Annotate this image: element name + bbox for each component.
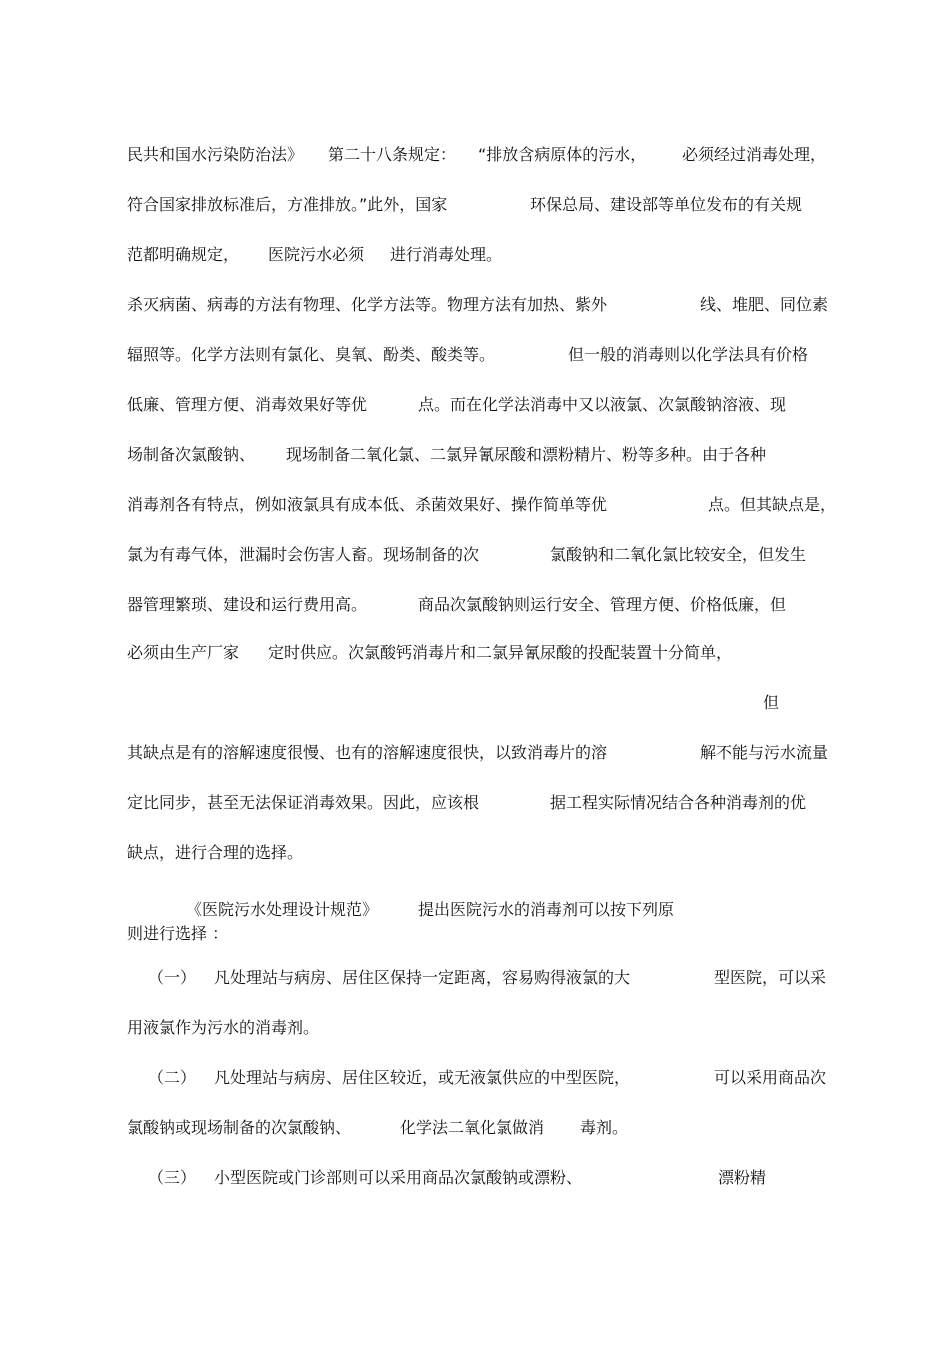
text-line [0,1166,950,1190]
text-segment: 定时供应。次氯酸钙消毒片和二氯异氰尿酸的投配装置十分简单， [268,643,733,662]
text-line [0,1116,950,1140]
text-segment: 可以采用商品次 [714,1068,827,1087]
text-segment: 化学法二氧化氯做消 [400,1118,545,1137]
text-segment: 辐照等。化学方法则有氯化、臭氧、酚类、酸类等。 [127,345,496,364]
text-line [0,922,950,946]
text-segment: 点。而在化学法消毒中又以液氯、次氯酸钠溶液、现 [418,395,787,414]
text-line [0,343,950,367]
text-segment: 必须由生产厂家 [127,643,240,662]
text-line [0,143,950,167]
text-segment: （二） [148,1068,197,1087]
text-segment: 符合国家排放标准后，方准排放。”此外，国家 [127,195,448,214]
text-line [0,1016,950,1040]
text-segment: 用液氯作为污水的消毒剂。 [127,1018,320,1037]
text-segment: 毒剂。 [580,1118,629,1137]
text-segment: 医院污水必须 [268,245,365,264]
text-segment: 其缺点是有的溶解速度很慢、也有的溶解速度很快，以致消毒片的溶 [127,743,608,762]
text-line [0,593,950,617]
text-segment: 第二十八条规定： [328,145,457,164]
text-line [0,691,950,715]
text-segment: 提出医院污水的消毒剂可以按下列原 [418,900,675,919]
text-segment: 漂粉精 [718,1168,767,1187]
text-segment: 氯酸钠和二氧化氯比较安全，但发生 [550,545,807,564]
text-segment: 线、堆肥、同位素 [700,295,829,314]
text-segment: 杀灭病菌、病毒的方法有物理、化学方法等。物理方法有加热、紫外 [127,295,608,314]
text-line [0,393,950,417]
text-segment: 进行消毒处理。 [390,245,503,264]
text-segment: 小型医院或门诊部则可以采用商品次氯酸钠或漂粉、 [214,1168,583,1187]
text-line [0,791,950,815]
text-segment: 氯为有毒气体，泄漏时会伤害人畜。现场制备的次 [127,545,480,564]
text-segment: 消毒剂各有特点，例如液氯具有成本低、杀菌效果好、操作简单等优 [127,495,608,514]
text-segment: 定比同步，甚至无法保证消毒效果。因此，应该根 [127,793,480,812]
text-segment: （一） [148,968,197,987]
text-segment: 则进行选择 ： [127,924,229,943]
text-segment: 民共和国水污染防治法》 [127,145,304,164]
text-line [0,966,950,990]
text-segment: 型医院，可以采 [714,968,827,987]
text-segment: 必须经过消毒处理， [682,145,827,164]
text-segment: 凡处理站与病房、居住区保持一定距离，容易购得液氯的大 [214,968,631,987]
text-line [0,493,950,517]
text-line [0,293,950,317]
text-segment: 商品次氯酸钠则运行安全、管理方便、价格低廉，但 [418,595,787,614]
text-line [0,543,950,567]
text-segment: “排放含病原体的污水， [478,145,647,164]
text-segment: 据工程实际情况结合各种消毒剂的优 [550,793,807,812]
text-segment: 解不能与污水流量 [700,743,829,762]
text-segment: 环保总局、建设部等单位发布的有关规 [530,195,803,214]
text-line [0,641,950,665]
text-segment: 场制备次氯酸钠、 [127,445,256,464]
text-segment: 凡处理站与病房、居住区较近，或无液氯供应的中型医院， [214,1068,631,1087]
text-line [0,841,950,865]
text-segment: 但一般的消毒则以化学法具有价格 [568,345,809,364]
text-segment: 缺点，进行合理的选择。 [127,843,304,862]
text-segment: 范都明确规定， [127,245,240,264]
text-line [0,898,950,922]
text-segment: 《医院污水处理设计规范》 [186,900,379,919]
text-segment: （三） [148,1168,197,1187]
text-line [0,193,950,217]
text-segment: 器管理繁琐、建设和运行费用高。 [127,595,368,614]
text-segment: 点。但其缺点是， [708,495,837,514]
text-line [0,443,950,467]
text-segment: 但 [763,693,780,712]
text-line [0,1066,950,1090]
text-line [0,243,950,267]
text-segment: 氯酸钠或现场制备的次氯酸钠、 [127,1118,352,1137]
text-segment: 现场制备二氧化氯、二氯异氰尿酸和漂粉精片、粉等多种。由于各种 [286,445,767,464]
text-line [0,741,950,765]
text-segment: 低廉、管理方便、消毒效果好等优 [127,395,368,414]
